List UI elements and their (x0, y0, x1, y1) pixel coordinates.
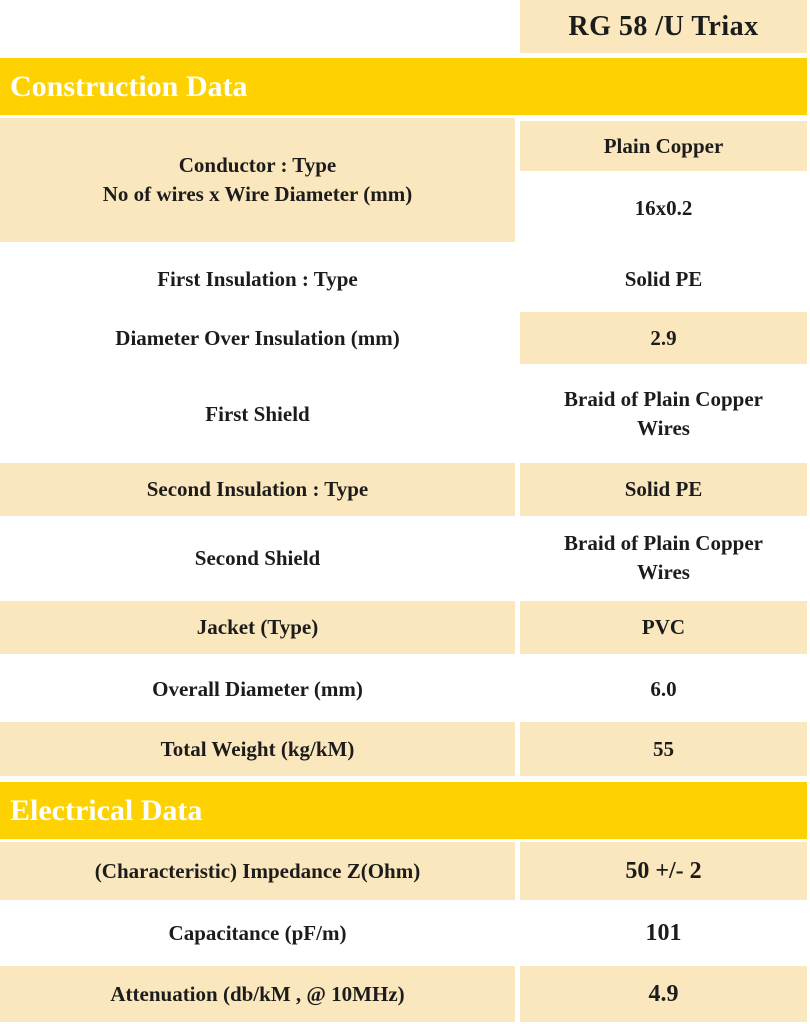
second-insulation-value: Solid PE (520, 463, 807, 516)
total-weight-value: 55 (520, 722, 807, 776)
first-insulation-value: Solid PE (624, 266, 703, 291)
diameter-over-insulation-label: Diameter Over Insulation (mm) (115, 325, 400, 350)
conductor-type-value: Plain Copper (520, 121, 807, 171)
second-insulation-label: Second Insulation : Type (0, 463, 515, 516)
conductor-wires-value: 16x0.2 (634, 195, 693, 220)
construction-section-header (0, 58, 807, 115)
capacitance-label: Capacitance (pF/m) (168, 920, 347, 945)
electrical-section-header (0, 782, 807, 839)
first-shield-label: First Shield (205, 401, 310, 426)
construction-section-title: Construction Data (10, 69, 248, 103)
first-shield-value-line1: Braid of Plain Copper (564, 387, 763, 411)
electrical-section-title: Electrical Data (10, 793, 203, 827)
first-shield-value-line2: Wires (637, 416, 690, 440)
second-shield-value-line2: Wires (637, 560, 690, 584)
jacket-value: PVC (520, 601, 807, 654)
attenuation-value: 4.9 (520, 966, 807, 1022)
product-title: RG 58 /U Triax (520, 0, 807, 53)
impedance-value: 50 +/- 2 (520, 842, 807, 900)
second-shield-label: Second Shield (194, 545, 321, 570)
diameter-over-insulation-value: 2.9 (520, 312, 807, 364)
attenuation-label: Attenuation (db/kM , @ 10MHz) (0, 966, 515, 1022)
first-insulation-label: First Insulation : Type (157, 266, 358, 291)
second-shield-value (520, 518, 807, 598)
conductor-label (0, 118, 515, 242)
overall-diameter-value: 6.0 (650, 676, 677, 701)
second-shield-value-line1: Braid of Plain Copper (564, 531, 763, 555)
impedance-label: (Characteristic) Impedance Z(Ohm) (0, 842, 515, 900)
jacket-label: Jacket (Type) (0, 601, 515, 654)
total-weight-label: Total Weight (kg/kM) (0, 722, 515, 776)
capacitance-value: 101 (645, 919, 682, 946)
conductor-label-line1: Conductor : Type (178, 153, 337, 177)
conductor-label-line2: No of wires x Wire Diameter (mm) (102, 182, 413, 206)
first-shield-value (520, 368, 807, 460)
overall-diameter-label: Overall Diameter (mm) (152, 676, 363, 701)
